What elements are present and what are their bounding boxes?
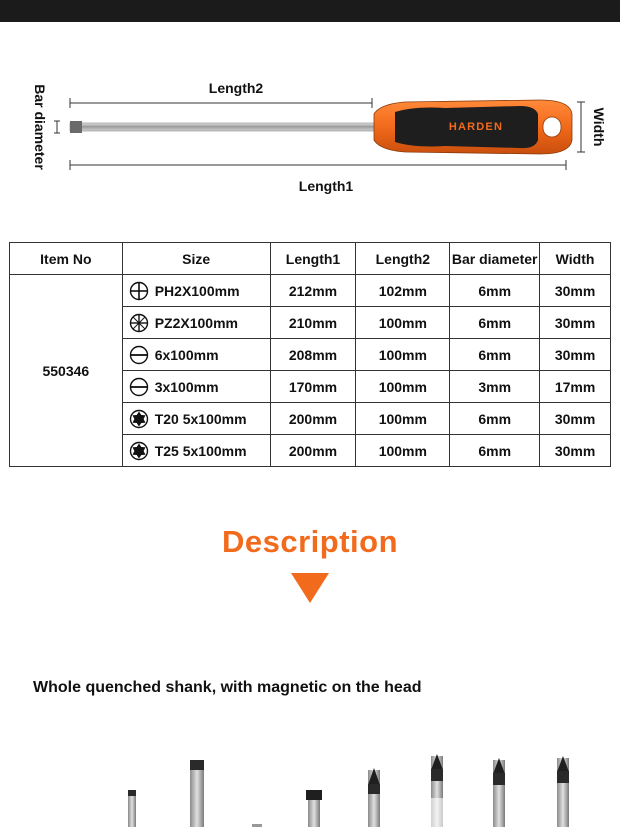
pozidriv-icon — [129, 313, 149, 333]
size-cell — [122, 339, 270, 371]
width-cell: 30mm — [540, 275, 611, 307]
bar-diameter-cell: 3mm — [450, 371, 540, 403]
length2-label: Length2 — [208, 80, 264, 96]
header-width: Width — [540, 243, 611, 275]
specs-table — [9, 242, 611, 467]
length2-cell: 100mm — [356, 403, 450, 435]
bar-diameter-cell: 6mm — [450, 403, 540, 435]
length1-cell: 200mm — [270, 435, 356, 467]
screwdriver-diagram — [0, 22, 620, 222]
length2-cell: 100mm — [356, 371, 450, 403]
table-header-row — [10, 243, 611, 275]
size-text: PZ2X100mm — [154, 314, 238, 331]
slotted-icon — [129, 377, 149, 397]
length2-cell: 102mm — [356, 275, 450, 307]
size-cell — [122, 275, 270, 307]
description-title: Description — [221, 524, 399, 559]
slotted-tip — [190, 760, 204, 827]
length1-label: Length1 — [298, 178, 354, 194]
length1-cell: 210mm — [270, 307, 356, 339]
phillips-icon — [129, 281, 149, 301]
width-label: Width — [591, 107, 607, 147]
bar-diameter-cell: 6mm — [450, 339, 540, 371]
size-text: T25 5x100mm — [154, 442, 247, 459]
blade-tip — [70, 121, 82, 133]
header-length1: Length1 — [270, 243, 356, 275]
header-size: Size — [122, 243, 270, 275]
down-arrow-icon — [291, 573, 329, 603]
size-text: PH2X100mm — [154, 282, 240, 299]
top-dark-bar — [0, 0, 620, 22]
width-cell: 30mm — [540, 403, 611, 435]
length1-cell: 212mm — [270, 275, 356, 307]
width-cell: 17mm — [540, 371, 611, 403]
size-text: T20 5x100mm — [154, 410, 247, 427]
length2-cell: 100mm — [356, 435, 450, 467]
bar-diameter-cell: 6mm — [450, 307, 540, 339]
width-cell: 30mm — [540, 307, 611, 339]
slotted-icon — [129, 345, 149, 365]
bar-diameter-cell: 6mm — [450, 435, 540, 467]
width-cell: 30mm — [540, 339, 611, 371]
bar-diameter-cell: 6mm — [450, 275, 540, 307]
size-cell — [122, 435, 270, 467]
bar-diameter-label: Bar diameter — [32, 84, 48, 170]
brand-logo: HARDEN — [448, 121, 504, 133]
length2-cell: 100mm — [356, 307, 450, 339]
size-text: 3x100mm — [154, 378, 219, 395]
feature-text: Whole quenched shank, with magnetic on the head — [33, 679, 422, 696]
header-item-no: Item No — [10, 243, 123, 275]
item-no-cell: 550346 — [10, 275, 123, 467]
header-bar-diameter: Bar diameter — [450, 243, 540, 275]
screwdriver-tips-image — [0, 740, 620, 827]
torx-icon — [129, 409, 149, 429]
length1-cell: 200mm — [270, 403, 356, 435]
shaft — [70, 123, 382, 131]
torx-icon — [129, 441, 149, 461]
table-row — [10, 275, 611, 307]
length1-cell: 208mm — [270, 339, 356, 371]
size-cell — [122, 403, 270, 435]
size-cell — [122, 307, 270, 339]
width-cell: 30mm — [540, 435, 611, 467]
hang-hole — [543, 117, 561, 137]
size-cell — [122, 371, 270, 403]
length1-cell: 170mm — [270, 371, 356, 403]
length2-cell: 100mm — [356, 339, 450, 371]
size-text: 6x100mm — [154, 346, 219, 363]
header-length2: Length2 — [356, 243, 450, 275]
